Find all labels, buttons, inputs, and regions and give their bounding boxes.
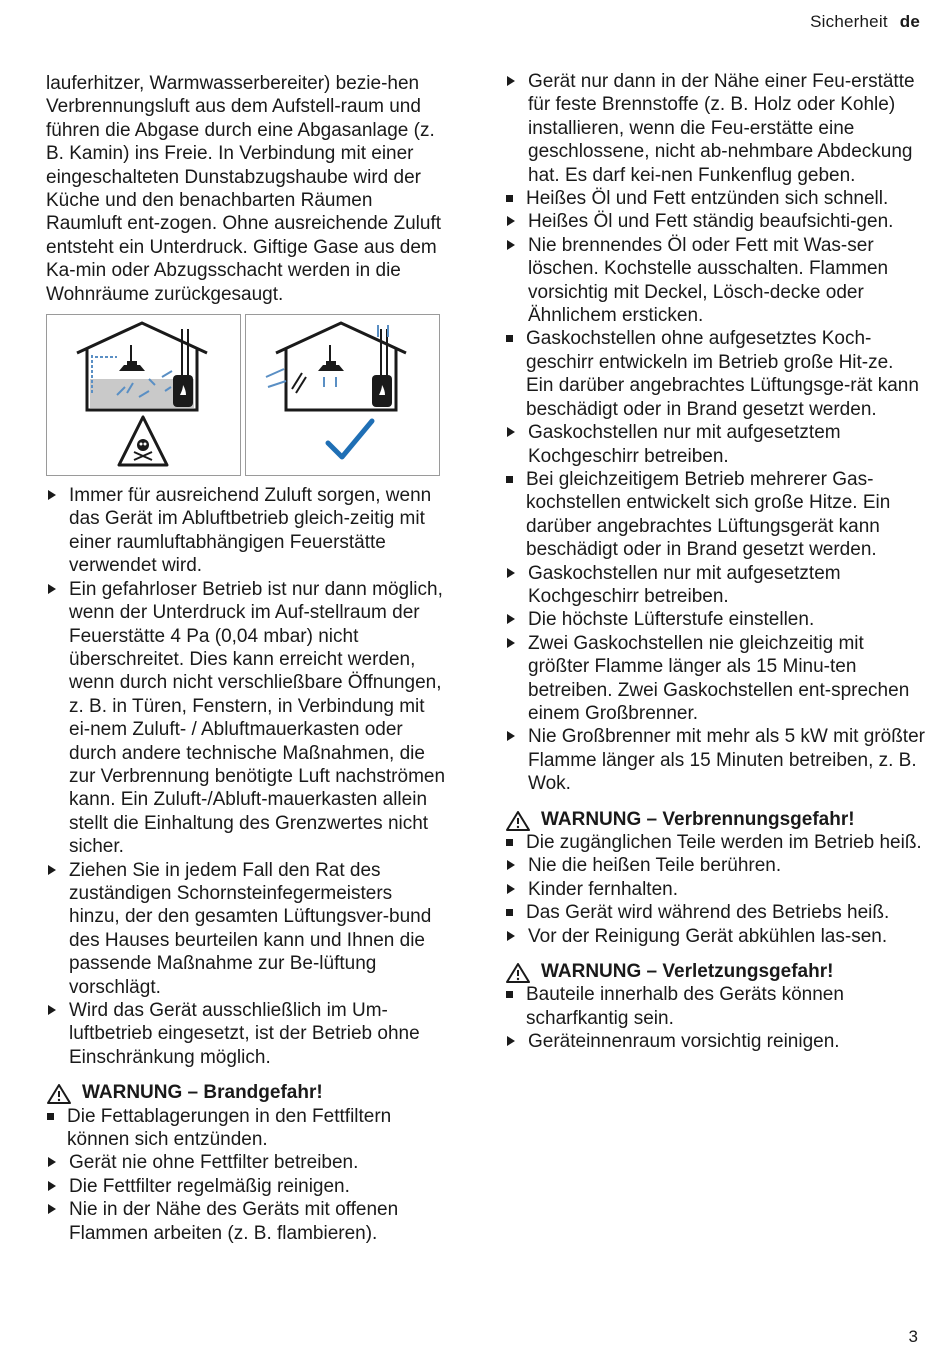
hazard-item: Bauteile innerhalb des Geräts können scharfkantig sein. — [505, 983, 925, 1030]
action-item: Die Fettfilter regelmäßig reinigen. — [46, 1175, 446, 1198]
action-item: Zwei Gaskochstellen nie gleichzeitig mit größter Flamme länger als 15 Minu-ten betreiben. Zwei Gaskochstellen ent-sprechen einem Großbrenner. — [505, 632, 925, 726]
page-number: 3 — [908, 1327, 918, 1346]
left-column — [46, 72, 446, 1245]
right-column — [505, 70, 925, 1054]
warning-triangle-icon — [505, 962, 531, 984]
action-item: Gerät nie ohne Fettfilter betreiben. — [46, 1151, 446, 1174]
warning-title: WARNUNG – Verletzungsgefahr! — [541, 961, 834, 983]
instruction-item: Ein gefahrloser Betrieb ist nur dann möglich, wenn der Unterdruck im Auf-stellraum der Feuerstätte 4 Pa (0,04 mbar) nicht überschreitet. Dies kann erreicht werden, wenn durch nicht verschließbare Öffnungen, z. B. in Türen, Fenstern, in Verbindung mit ei-nem Zuluft- / Abluftmauerkasten oder durch andere technische Maßnahmen, die zur Verbrennung benötigte Luft nachströmen kann. Ein Zuluft-/Abluft-mauerkasten allein stellt die Einhaltung des Grenzwertes nicht sicher. — [46, 578, 446, 859]
hazard-item: Das Gerät wird während des Betriebs heiß. — [505, 901, 925, 924]
action-item: Geräteinnenraum vorsichtig reinigen. — [505, 1030, 925, 1053]
action-item: Gerät nur dann in der Nähe einer Feu-erstätte für feste Brennstoffe (z. B. Holz oder Kohle) installieren, wenn die Feu-erstätte eine geschlossene, nicht ab-nehmbare Abdeckung hat. Es darf kei-nen Funkenflug geben. — [505, 70, 925, 187]
action-item: Vor der Reinigung Gerät abkühlen las-sen. — [505, 925, 925, 948]
warning-heading-injury — [505, 960, 925, 983]
instruction-item: Ziehen Sie in jedem Fall den Rat des zuständigen Schornsteinfegermeisters hinzu, der den gesamten Lüftungsver-bund des Hauses beurteilen kann und Ihnen die passende Maßnahme zur Be-lüftung vorschlägt. — [46, 859, 446, 999]
action-item: Gaskochstellen nur mit aufgesetztem Kochgeschirr betreiben. — [505, 562, 925, 609]
action-item: Nie Großbrenner mit mehr als 5 kW mit größter Flamme länger als 15 Minuten betreiben, z. B. Wok. — [505, 725, 925, 795]
warning-title: WARNUNG – Brandgefahr! — [82, 1082, 323, 1104]
action-item: Heißes Öl und Fett ständig beaufsichti-gen. — [505, 210, 925, 233]
action-item: Die höchste Lüfterstufe einstellen. — [505, 608, 925, 631]
section-title: Sicherheit — [810, 12, 888, 31]
ventilation-figure — [46, 314, 446, 476]
warning-heading-fire — [46, 1081, 446, 1104]
hazard-item: Heißes Öl und Fett entzünden sich schnell. — [505, 187, 925, 210]
figure-safe-panel — [245, 314, 440, 476]
figure-unsafe-panel — [46, 314, 241, 476]
skull-warning-icon — [119, 417, 167, 465]
action-item: Gaskochstellen nur mit aufgesetztem Kochgeschirr betreiben. — [505, 421, 925, 468]
page-header — [810, 12, 920, 32]
hazard-item: Gaskochstellen ohne aufgesetztes Koch-geschirr entwickeln im Betrieb große Hit-ze. Ein darüber angebrachtes Lüftungsge-rät kann beschädigt oder in Brand gesetzt werden. — [505, 327, 925, 421]
hazard-item: Bei gleichzeitigem Betrieb mehrerer Gas-kochstellen entwickelt sich große Hitze. Ein darüber angebrachtes Lüftungsgerät kann beschädigt oder in Brand gesetzt werden. — [505, 468, 925, 562]
house-negative-pressure-illustration — [47, 315, 240, 475]
action-item: Nie in der Nähe des Geräts mit offenen Flammen arbeiten (z. B. flambieren). — [46, 1198, 446, 1245]
house-ventilated-illustration — [246, 315, 439, 475]
warning-triangle-icon — [46, 1083, 72, 1105]
action-item: Nie die heißen Teile berühren. — [505, 854, 925, 877]
warning-triangle-icon — [505, 810, 531, 832]
warning-title: WARNUNG – Verbrennungsgefahr! — [541, 808, 855, 830]
action-item: Nie brennendes Öl oder Fett mit Was-ser löschen. Kochstelle ausschalten. Flammen vorsichtig mit Deckel, Lösch-decke oder Ähnlichem ersticken. — [505, 234, 925, 328]
instruction-item: Wird das Gerät ausschließlich im Um-luftbetrieb eingesetzt, ist der Betrieb ohne Einschränkung möglich. — [46, 999, 446, 1069]
checkmark-icon — [328, 421, 372, 457]
instruction-item: Immer für ausreichend Zuluft sorgen, wenn das Gerät im Abluftbetrieb gleich-zeitig mit einer raumluftabhängigen Feuerstätte verwendet wird. — [46, 484, 446, 578]
hazard-item: Die Fettablagerungen in den Fettfiltern können sich entzünden. — [46, 1105, 446, 1152]
hazard-item: Die zugänglichen Teile werden im Betrieb heiß. — [505, 831, 925, 854]
action-item: Kinder fernhalten. — [505, 878, 925, 901]
warning-heading-burn — [505, 808, 925, 831]
language-code: de — [899, 12, 920, 31]
intro-paragraph: lauferhitzer, Warmwasserbereiter) bezie-hen Verbrennungsluft aus dem Aufstell-raum und führen die Abgase durch eine Abgasanlage (z. B. Kamin) ins Freie. In Verbindung mit einer eingeschalteten Dunstabzugshaube wird der Küche und den benachbarten Räumen Raumluft ent-zogen. Ohne ausreichende Zuluft entsteht ein Unterdruck. Giftige Gase aus dem Ka-min oder Abzugsschacht werden in die Wohnräume zurückgesaugt. — [46, 73, 442, 305]
